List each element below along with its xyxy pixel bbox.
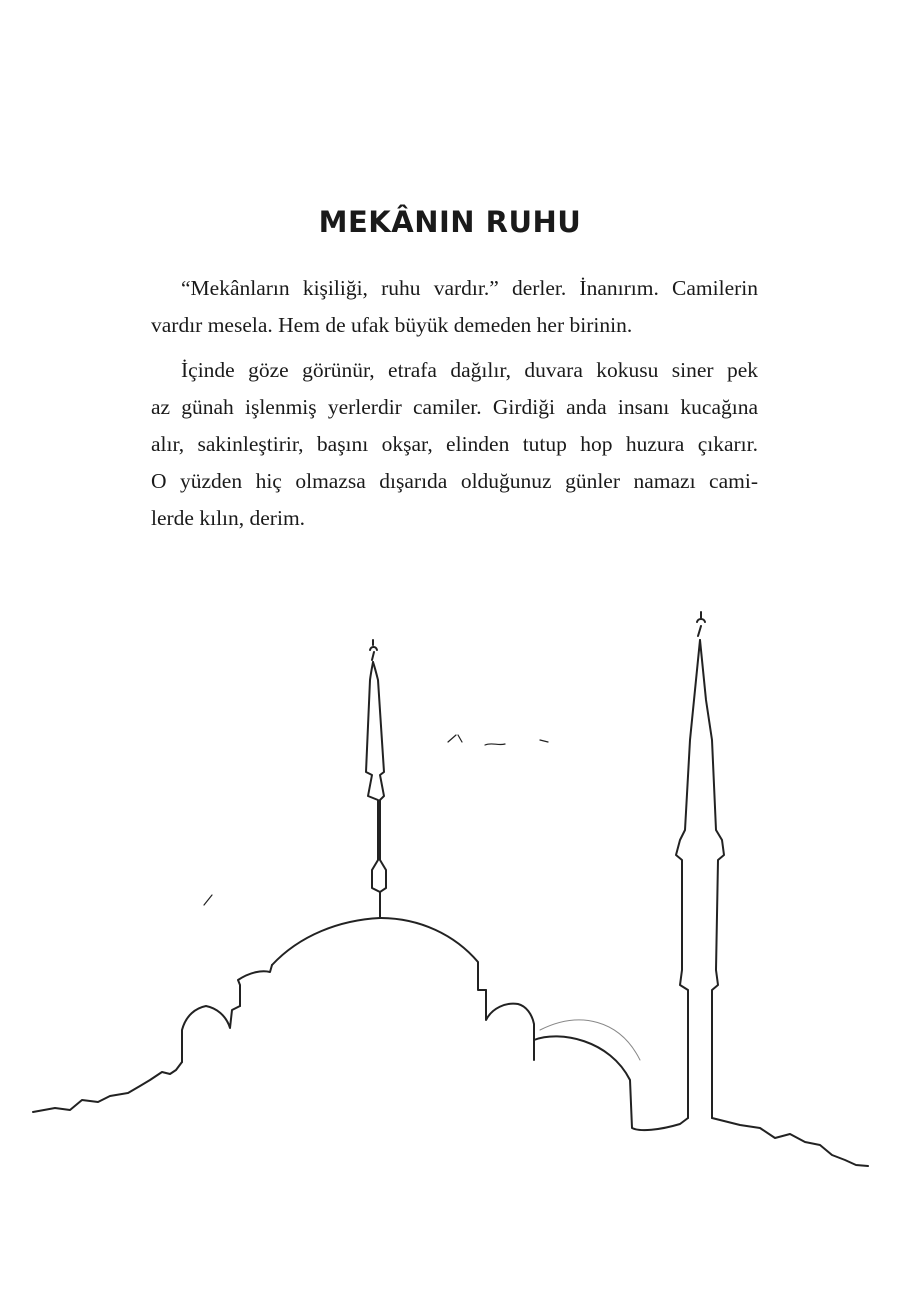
right-minaret-left-edge <box>676 640 700 1118</box>
central-dome <box>272 918 486 990</box>
ground-line-left <box>33 1062 182 1112</box>
body-text <box>151 270 758 545</box>
text-line: O yüzden hiç olmazsa dışarıda olduğunuz günler namazı cami- <box>151 469 758 493</box>
paragraph-1 <box>151 270 758 344</box>
text-line: alır, sakinleştirir, başını okşar, elinden tutup hop huzura çıkarır. <box>151 432 758 456</box>
ground-line-right <box>712 1118 868 1166</box>
sketch-birds <box>448 735 548 745</box>
text-line: az günah işlenmiş yerlerdir camiler. Girdiği anda insanı kucağına <box>151 395 758 419</box>
right-minaret-right-edge <box>700 640 724 1118</box>
mosque-sketch-illustration <box>0 560 900 1260</box>
left-minaret-finial <box>370 640 377 660</box>
right-minaret-finial <box>697 612 705 636</box>
sketch-mark <box>204 895 212 905</box>
page-title: MEKÂNIN RUHU <box>318 205 582 239</box>
right-small-dome <box>486 990 534 1060</box>
right-half-dome-arc <box>540 1020 640 1060</box>
left-buttress <box>238 965 272 1006</box>
text-line: İçinde göze görünür, etrafa dağılır, duvara kokusu siner pek <box>181 358 758 382</box>
text-line: lerde kılın, derim. <box>151 506 306 530</box>
paragraph-2 <box>151 352 758 537</box>
left-minaret-right-edge <box>373 662 386 892</box>
left-minaret <box>366 662 380 918</box>
right-half-dome <box>534 1036 688 1130</box>
text-line: “Mekânların kişiliği, ruhu vardır.” derler. İnanırım. Camilerin <box>181 276 758 300</box>
text-line: vardır mesela. Hem de ufak büyük demeden her birinin. <box>151 313 633 337</box>
left-small-dome <box>182 1006 240 1062</box>
